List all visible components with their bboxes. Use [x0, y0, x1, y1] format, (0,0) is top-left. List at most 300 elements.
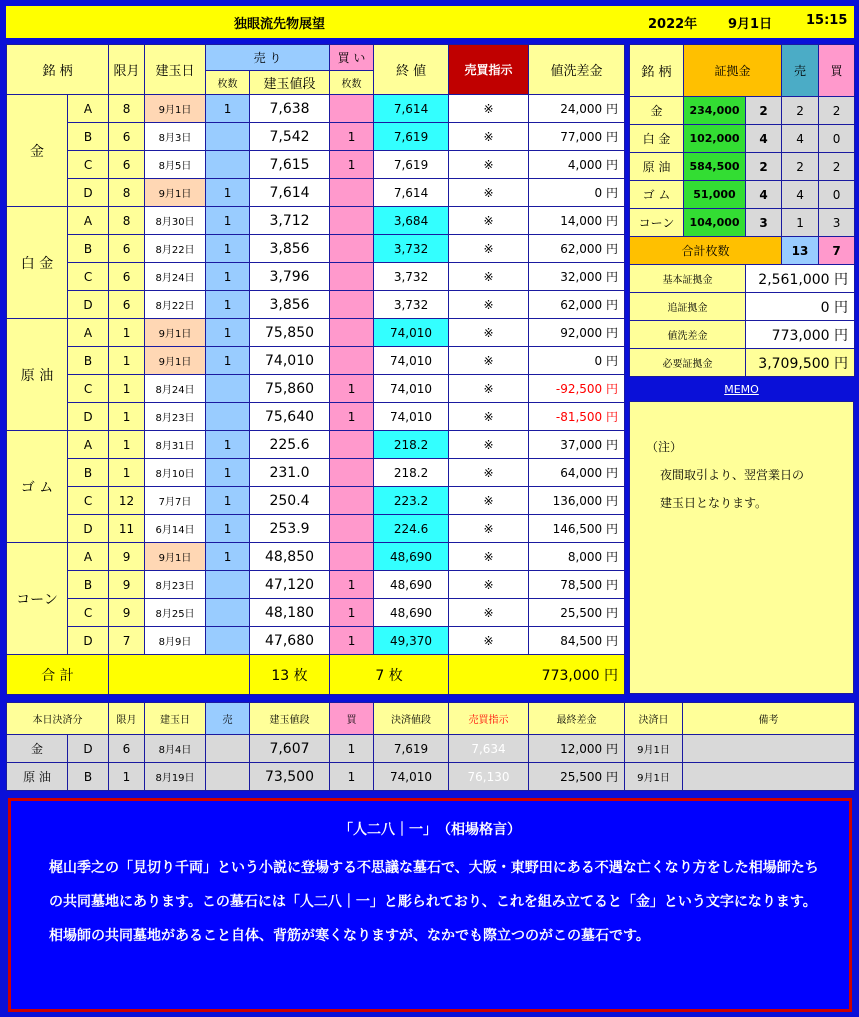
- buy-count: [330, 319, 374, 347]
- instruction-mark: ※: [449, 543, 529, 571]
- buy-count: 1: [330, 375, 374, 403]
- instruction-mark: ※: [449, 375, 529, 403]
- contract-month: 6: [109, 151, 145, 179]
- instruction-mark: ※: [449, 291, 529, 319]
- open-price: 47,680: [250, 627, 330, 655]
- close-price: 48,690: [374, 543, 449, 571]
- instruction-mark: ※: [449, 235, 529, 263]
- baibai-shiji-button[interactable]: 売買指示: [449, 45, 529, 95]
- slot-label: A: [68, 431, 109, 459]
- settlement-row: [7, 763, 855, 791]
- settle-header-uri: 売: [206, 703, 250, 735]
- slot-label: C: [68, 375, 109, 403]
- contract-month: 6: [109, 263, 145, 291]
- slot-label: A: [68, 319, 109, 347]
- position-row: [7, 235, 625, 263]
- open-date: 8月24日: [145, 263, 206, 291]
- commodity-name: ゴ ム: [7, 431, 68, 543]
- contract-month: 1: [109, 319, 145, 347]
- open-price: 225.6: [250, 431, 330, 459]
- instruction-mark: ※: [449, 319, 529, 347]
- position-row: [7, 123, 625, 151]
- margin-commodity: 原 油: [630, 153, 684, 181]
- instruction-mark: ※: [449, 151, 529, 179]
- open-date: 7月7日: [145, 487, 206, 515]
- title-bar: [6, 6, 854, 38]
- header-kai: 買 い: [330, 45, 374, 71]
- header-uri: 売 り: [206, 45, 330, 71]
- buy-count: [330, 179, 374, 207]
- mark-to-market-diff: 78,500 円: [529, 571, 625, 599]
- mark-to-market-diff: 0 円: [529, 179, 625, 207]
- open-date: 8月23日: [145, 403, 206, 431]
- mark-to-market-diff: 0 円: [529, 347, 625, 375]
- settle-open-price: 73,500: [250, 763, 330, 791]
- open-date: 9月1日: [145, 319, 206, 347]
- settle-instruction: 76,130: [449, 763, 529, 791]
- summary-label: 基本証拠金: [630, 265, 746, 293]
- mark-to-market-diff: 84,500 円: [529, 627, 625, 655]
- memo-line-2: 夜間取引より、翌営業日の: [660, 468, 805, 482]
- settle-header-tategyokubi: 建玉日: [145, 703, 206, 735]
- sell-count: [206, 151, 250, 179]
- margin-amount: 102,000: [684, 125, 746, 153]
- margin-amount: 104,000: [684, 209, 746, 237]
- open-date: 8月10日: [145, 459, 206, 487]
- settle-header-kessai-nedan: 決済値段: [374, 703, 449, 735]
- header-tategyokubi: 建玉日: [145, 45, 206, 95]
- open-price: 253.9: [250, 515, 330, 543]
- sell-count: [206, 123, 250, 151]
- position-row: [7, 375, 625, 403]
- mark-to-market-diff: 4,000 円: [529, 151, 625, 179]
- mark-to-market-diff: -81,500 円: [529, 403, 625, 431]
- settle-month: 6: [109, 735, 145, 763]
- buy-count: [330, 515, 374, 543]
- buy-count: 1: [330, 403, 374, 431]
- margin-row: [630, 125, 855, 153]
- settle-sell: [206, 763, 250, 791]
- margin-row: [630, 97, 855, 125]
- margin-header-uri: 売: [782, 45, 819, 97]
- mark-to-market-diff: 64,000 円: [529, 459, 625, 487]
- proverb-title: 「人二八｜一」 （相場格言）: [339, 822, 521, 838]
- open-date: 8月9日: [145, 627, 206, 655]
- contract-month: 8: [109, 179, 145, 207]
- open-date: 9月1日: [145, 179, 206, 207]
- instruction-mark: ※: [449, 515, 529, 543]
- buy-count: [330, 235, 374, 263]
- close-price: 74,010: [374, 375, 449, 403]
- header-sell-maisu: 枚数: [206, 71, 250, 95]
- margin-amount: 51,000: [684, 181, 746, 209]
- total-sell: 13 枚: [250, 655, 330, 695]
- position-row: [7, 543, 625, 571]
- close-price: 218.2: [374, 459, 449, 487]
- commodity-name: 原 油: [7, 319, 68, 431]
- buy-count: 1: [330, 571, 374, 599]
- settle-commodity: 原 油: [7, 763, 68, 791]
- open-date: 8月25日: [145, 599, 206, 627]
- margin-header-shokokin: 証拠金: [684, 45, 782, 97]
- slot-label: C: [68, 263, 109, 291]
- contract-month: 6: [109, 235, 145, 263]
- mark-to-market-diff: 24,000 円: [529, 95, 625, 123]
- contract-month: 1: [109, 403, 145, 431]
- sell-count: [206, 627, 250, 655]
- summary-value: 2,561,000 円: [746, 265, 855, 293]
- open-price: 75,860: [250, 375, 330, 403]
- settle-slot: B: [68, 763, 109, 791]
- position-row: [7, 151, 625, 179]
- settle-date: 9月1日: [625, 735, 683, 763]
- contract-month: 8: [109, 207, 145, 235]
- settle-date: 9月1日: [625, 763, 683, 791]
- instruction-mark: ※: [449, 123, 529, 151]
- buy-count: 1: [330, 123, 374, 151]
- open-date: 8月22日: [145, 235, 206, 263]
- instruction-mark: ※: [449, 571, 529, 599]
- margin-amount: 584,500: [684, 153, 746, 181]
- total-diff: 773,000 円: [449, 655, 625, 695]
- open-date: 9月1日: [145, 347, 206, 375]
- instruction-mark: ※: [449, 431, 529, 459]
- buy-count: [330, 543, 374, 571]
- margin-buy: 2: [819, 97, 855, 125]
- open-price: 3,712: [250, 207, 330, 235]
- memo-line-3: 建玉日となります。: [660, 496, 768, 510]
- open-price: 3,856: [250, 291, 330, 319]
- settle-final-diff: 25,500 円: [529, 763, 625, 791]
- open-price: 3,796: [250, 263, 330, 291]
- open-date: 8月24日: [145, 375, 206, 403]
- sell-count: 1: [206, 347, 250, 375]
- close-price: 74,010: [374, 319, 449, 347]
- settle-header-tategyoku-nedan: 建玉値段: [250, 703, 330, 735]
- slot-label: D: [68, 291, 109, 319]
- total-buy: 7 枚: [330, 655, 449, 695]
- summary-label: 値洗差金: [630, 321, 746, 349]
- open-price: 250.4: [250, 487, 330, 515]
- margin-multiplier: 4: [746, 181, 782, 209]
- margin-commodity: コーン: [630, 209, 684, 237]
- position-row: [7, 263, 625, 291]
- contract-month: 1: [109, 347, 145, 375]
- mark-to-market-diff: 14,000 円: [529, 207, 625, 235]
- position-row: [7, 487, 625, 515]
- sell-count: [206, 599, 250, 627]
- mark-to-market-diff: 37,000 円: [529, 431, 625, 459]
- slot-label: C: [68, 599, 109, 627]
- year-label: 2022年: [648, 17, 698, 32]
- page-title: 独眼流先物展望: [234, 17, 326, 32]
- instruction-mark: ※: [449, 179, 529, 207]
- margin-buy: 3: [819, 209, 855, 237]
- sell-count: [206, 375, 250, 403]
- margin-row: [630, 181, 855, 209]
- header-buy-maisu: 枚数: [330, 71, 374, 95]
- instruction-mark: ※: [449, 347, 529, 375]
- open-date: 8月30日: [145, 207, 206, 235]
- position-row: [7, 179, 625, 207]
- settle-final-diff: 12,000 円: [529, 735, 625, 763]
- close-price: 223.2: [374, 487, 449, 515]
- margin-header-meigara: 銘 柄: [630, 45, 684, 97]
- mark-to-market-diff: 25,500 円: [529, 599, 625, 627]
- slot-label: A: [68, 207, 109, 235]
- instruction-mark: ※: [449, 95, 529, 123]
- margin-sell: 4: [782, 181, 819, 209]
- summary-value: 3,709,500 円: [746, 349, 855, 377]
- open-date: 9月1日: [145, 95, 206, 123]
- position-row: [7, 347, 625, 375]
- mark-to-market-diff: 136,000 円: [529, 487, 625, 515]
- settle-buy: 1: [330, 735, 374, 763]
- mark-to-market-diff: -92,500 円: [529, 375, 625, 403]
- settle-commodity: 金: [7, 735, 68, 763]
- slot-label: B: [68, 123, 109, 151]
- memo-panel: [629, 401, 854, 694]
- contract-month: 1: [109, 375, 145, 403]
- sell-count: 1: [206, 207, 250, 235]
- close-price: 74,010: [374, 403, 449, 431]
- header-nearai-sakin: 値洗差金: [529, 45, 625, 95]
- sell-count: [206, 571, 250, 599]
- settle-open-price: 7,607: [250, 735, 330, 763]
- settle-header-gengetsu: 限月: [109, 703, 145, 735]
- settle-header-kessaibi: 決済日: [625, 703, 683, 735]
- margin-total-label: 合計枚数: [630, 237, 782, 265]
- contract-month: 1: [109, 431, 145, 459]
- mark-to-market-diff: 32,000 円: [529, 263, 625, 291]
- position-row: [7, 515, 625, 543]
- summary-value: 773,000 円: [746, 321, 855, 349]
- margin-multiplier: 2: [746, 153, 782, 181]
- open-price: 7,615: [250, 151, 330, 179]
- header-meigara: 銘 柄: [7, 45, 109, 95]
- position-row: [7, 431, 625, 459]
- close-price: 3,732: [374, 263, 449, 291]
- slot-label: C: [68, 487, 109, 515]
- contract-month: 12: [109, 487, 145, 515]
- settle-open-date: 8月19日: [145, 763, 206, 791]
- margin-multiplier: 2: [746, 97, 782, 125]
- slot-label: A: [68, 543, 109, 571]
- position-row: [7, 571, 625, 599]
- instruction-mark: ※: [449, 487, 529, 515]
- sell-count: 1: [206, 179, 250, 207]
- sell-count: 1: [206, 263, 250, 291]
- margin-commodity: ゴ ム: [630, 181, 684, 209]
- margin-sell: 4: [782, 125, 819, 153]
- open-price: 231.0: [250, 459, 330, 487]
- commodity-name: 金: [7, 95, 68, 207]
- close-price: 3,684: [374, 207, 449, 235]
- slot-label: C: [68, 151, 109, 179]
- open-date: 8月22日: [145, 291, 206, 319]
- contract-month: 9: [109, 543, 145, 571]
- settle-header-saishu-sakin: 最終差金: [529, 703, 625, 735]
- position-row: [7, 319, 625, 347]
- margin-sell: 1: [782, 209, 819, 237]
- position-row: [7, 459, 625, 487]
- close-price: 48,690: [374, 599, 449, 627]
- buy-count: [330, 431, 374, 459]
- margin-buy: 0: [819, 125, 855, 153]
- margin-buy: 2: [819, 153, 855, 181]
- settle-buy: 1: [330, 763, 374, 791]
- commodity-name: コーン: [7, 543, 68, 655]
- close-price: 7,614: [374, 179, 449, 207]
- contract-month: 11: [109, 515, 145, 543]
- open-price: 7,614: [250, 179, 330, 207]
- settlement-table: [6, 702, 855, 791]
- close-price: 48,690: [374, 571, 449, 599]
- sell-count: 1: [206, 431, 250, 459]
- position-row: [7, 599, 625, 627]
- margin-row: [630, 153, 855, 181]
- open-price: 75,640: [250, 403, 330, 431]
- sell-count: 1: [206, 95, 250, 123]
- margin-commodity: 金: [630, 97, 684, 125]
- buy-count: [330, 263, 374, 291]
- close-price: 49,370: [374, 627, 449, 655]
- contract-month: 9: [109, 599, 145, 627]
- margin-sell: 2: [782, 97, 819, 125]
- open-date: 8月3日: [145, 123, 206, 151]
- total-spacer: [109, 655, 250, 695]
- buy-count: [330, 347, 374, 375]
- time-label: 15:15: [806, 13, 848, 28]
- summary-value: 0 円: [746, 293, 855, 321]
- summary-label: 追証拠金: [630, 293, 746, 321]
- settle-slot: D: [68, 735, 109, 763]
- buy-count: [330, 291, 374, 319]
- margin-multiplier: 3: [746, 209, 782, 237]
- mark-to-market-diff: 62,000 円: [529, 235, 625, 263]
- contract-month: 7: [109, 627, 145, 655]
- settle-price: 7,619: [374, 735, 449, 763]
- header-owarine: 終 値: [374, 45, 449, 95]
- margin-table: [629, 44, 855, 377]
- header-tategyoku-nedan: 建玉値段: [250, 71, 330, 95]
- buy-count: 1: [330, 599, 374, 627]
- sell-count: [206, 403, 250, 431]
- contract-month: 1: [109, 459, 145, 487]
- sell-count: 1: [206, 543, 250, 571]
- close-price: 74,010: [374, 347, 449, 375]
- settle-open-date: 8月4日: [145, 735, 206, 763]
- sell-count: 1: [206, 291, 250, 319]
- commodity-name: 白 金: [7, 207, 68, 319]
- open-price: 48,180: [250, 599, 330, 627]
- open-price: 75,850: [250, 319, 330, 347]
- contract-month: 6: [109, 123, 145, 151]
- open-price: 7,542: [250, 123, 330, 151]
- instruction-mark: ※: [449, 403, 529, 431]
- instruction-mark: ※: [449, 599, 529, 627]
- close-price: 7,619: [374, 151, 449, 179]
- open-price: 74,010: [250, 347, 330, 375]
- margin-multiplier: 4: [746, 125, 782, 153]
- sell-count: 1: [206, 515, 250, 543]
- position-row: [7, 627, 625, 655]
- close-price: 7,619: [374, 123, 449, 151]
- close-price: 3,732: [374, 235, 449, 263]
- instruction-mark: ※: [449, 263, 529, 291]
- position-row: [7, 95, 625, 123]
- proverb-panel: [8, 798, 852, 1012]
- position-row: [7, 207, 625, 235]
- close-price: 218.2: [374, 431, 449, 459]
- margin-total-buy: 7: [819, 237, 855, 265]
- open-date: 6月14日: [145, 515, 206, 543]
- margin-commodity: 白 金: [630, 125, 684, 153]
- sell-count: 1: [206, 319, 250, 347]
- instruction-mark: ※: [449, 459, 529, 487]
- settle-sell: [206, 735, 250, 763]
- buy-count: [330, 487, 374, 515]
- open-price: 3,856: [250, 235, 330, 263]
- settle-note: [683, 763, 855, 791]
- header-gengetsu: 限月: [109, 45, 145, 95]
- buy-count: [330, 459, 374, 487]
- margin-buy: 0: [819, 181, 855, 209]
- contract-month: 6: [109, 291, 145, 319]
- instruction-mark: ※: [449, 627, 529, 655]
- memo-link[interactable]: MEMO: [629, 380, 854, 400]
- memo-line-1: （注）: [646, 440, 683, 454]
- settle-header-kai: 買: [330, 703, 374, 735]
- instruction-mark: ※: [449, 207, 529, 235]
- open-price: 7,638: [250, 95, 330, 123]
- buy-count: 1: [330, 627, 374, 655]
- settle-header-baibai-shiji: 売買指示: [449, 703, 529, 735]
- sell-count: 1: [206, 235, 250, 263]
- close-price: 7,614: [374, 95, 449, 123]
- margin-sell: 2: [782, 153, 819, 181]
- contract-month: 8: [109, 95, 145, 123]
- proverb-body: 梶山季之の「見切り千両」という小説に登場する不思議な墓石で、大阪・東野田にある不遇な亡くなり方をした相場師たちの共同墓地にあります。この墓石には「人二八｜一」と彫られており、これを組み立てると「金」という文字になります。相場師の共同墓地があること自体、背筋が寒くなりますが、なかでも際立つのがこの墓石です。: [49, 860, 819, 944]
- settle-note: [683, 735, 855, 763]
- margin-header-kai: 買: [819, 45, 855, 97]
- total-label: 合 計: [7, 655, 109, 695]
- sell-count: 1: [206, 459, 250, 487]
- summary-label: 必要証拠金: [630, 349, 746, 377]
- mark-to-market-diff: 77,000 円: [529, 123, 625, 151]
- buy-count: [330, 207, 374, 235]
- slot-label: D: [68, 515, 109, 543]
- open-price: 47,120: [250, 571, 330, 599]
- slot-label: A: [68, 95, 109, 123]
- margin-amount: 234,000: [684, 97, 746, 125]
- mark-to-market-diff: 62,000 円: [529, 291, 625, 319]
- open-date: 8月5日: [145, 151, 206, 179]
- margin-total-sell: 13: [782, 237, 819, 265]
- mark-to-market-diff: 8,000 円: [529, 543, 625, 571]
- open-date: 9月1日: [145, 543, 206, 571]
- close-price: 3,732: [374, 291, 449, 319]
- open-date: 8月23日: [145, 571, 206, 599]
- position-row: [7, 403, 625, 431]
- settle-header-biko: 備考: [683, 703, 855, 735]
- settle-month: 1: [109, 763, 145, 791]
- slot-label: D: [68, 403, 109, 431]
- buy-count: 1: [330, 151, 374, 179]
- slot-label: B: [68, 459, 109, 487]
- mark-to-market-diff: 146,500 円: [529, 515, 625, 543]
- open-price: 48,850: [250, 543, 330, 571]
